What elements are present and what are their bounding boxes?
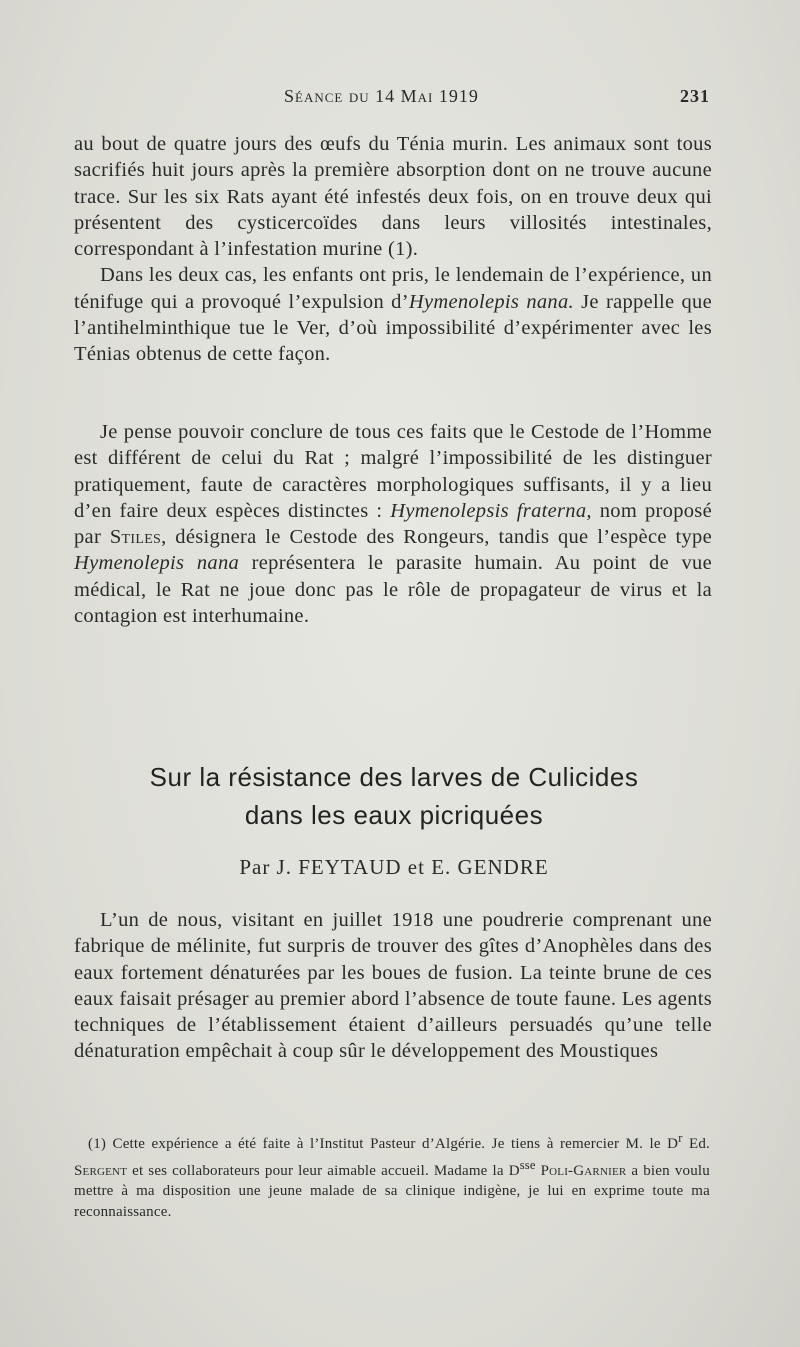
body-text-article xyxy=(74,907,712,1065)
paragraph-2-species: Hymenolepis nana. xyxy=(408,290,574,313)
footnote xyxy=(74,1128,710,1222)
article-byline: Par J. FEYTAUD et E. GENDRE xyxy=(239,855,549,879)
article-title xyxy=(74,758,714,834)
paragraph-2-text-b: Je rappelle que l’antihelminthique tue le Ver, d’où impossibilité d’expérimenter avec les Ténias obtenus de cette façon. xyxy=(74,290,713,366)
paragraph-3-text-c: désignera le Cestode des Rongeurs, tandis que l’espèce type xyxy=(166,526,712,549)
page-number: 231 xyxy=(680,86,710,106)
paragraph-4: L’un de nous, visitant en juillet 1918 une poudrerie comprenant une fabrique de mélinite, fut surpris de trouver des gîtes d’Anophèles dans des eaux fortement dénaturées par les boues de fusion. La teinte brune de ces eaux faisait présager au premier abord l’absence de toute faune. Les agents techniques de l’établissement étaient d’ailleurs persuadés qu’une telle dénaturation empêchait à coup sûr le développement des Moustiques xyxy=(74,909,712,1063)
paragraph-3-species-2: Hymenolepis nana xyxy=(74,552,240,575)
footnote-text-e: a bien voulu mettre à ma disposition une jeune malade de sa clinique indigène, je lui en exprime toute ma reconnaissance. xyxy=(74,1162,710,1220)
paragraph-3-author: Stiles, xyxy=(109,526,167,549)
paragraph-3 xyxy=(74,419,712,629)
footnote-sup-2: sse xyxy=(519,1157,536,1172)
footnote-text-a: (1) Cette expérience a été faite à l’Institut Pasteur d’Algérie. Je tiens à remercier M. le D xyxy=(88,1136,679,1152)
footnote-name-2: Poli-Garnier xyxy=(540,1162,627,1179)
footnote-sup-1: r xyxy=(678,1131,683,1145)
footnote-name-1: Sergent xyxy=(74,1162,128,1179)
paragraph-2-text-a: Dans les deux cas, les enfants ont pris, le lendemain de l’expérience, un ténifuge qui a provoqué l’expulsion d’ xyxy=(74,264,712,313)
paragraph-3-text-d: représentera le parasite humain. Au point de vue médical, le Rat ne joue donc pas le rôle de propagateur de virus et la contagion est interhumaine. xyxy=(74,552,713,628)
paragraph-3-species-1: Hymenolepsis fraterna, xyxy=(390,499,592,522)
body-text-conclusion xyxy=(74,419,712,629)
footnote-text-b: Ed. xyxy=(682,1136,710,1152)
running-head-title: Séance du 14 Mai 1919 xyxy=(284,86,479,106)
article-title-line-1: Sur la résistance des larves de Culicides xyxy=(149,762,639,792)
footnote-text-c: et ses collaborateurs pour leur aimable accueil. Madame la D xyxy=(127,1162,520,1179)
body-text-top xyxy=(74,131,712,368)
footnote-text xyxy=(74,1128,710,1222)
paragraph-3-text-a: Je pense pouvoir conclure de tous ces faits que le Cestode de l’Homme est différent de celui du Rat ; malgré l’impossibilité de les distinguer pratiquement, faute de caractères morphologiques suffisants, il y a lieu d’en faire deux espèces distinctes : xyxy=(74,421,712,522)
paragraph-2 xyxy=(74,262,712,367)
article-title-line-2: dans les eaux picriquées xyxy=(244,800,544,830)
paragraph-1: au bout de quatre jours des œufs du Ténia murin. Les animaux sont tous sacrifiés huit jours après la première absorption dont on ne trouve aucune trace. Sur les six Rats ayant été infestés deux fois, on en trouve deux qui présentent des cysticercoïdes dans leurs villosités intestinales, correspondant à l’infestation murine (1). xyxy=(74,133,712,261)
paragraph-3-text-b: nom proposé par xyxy=(74,499,712,549)
